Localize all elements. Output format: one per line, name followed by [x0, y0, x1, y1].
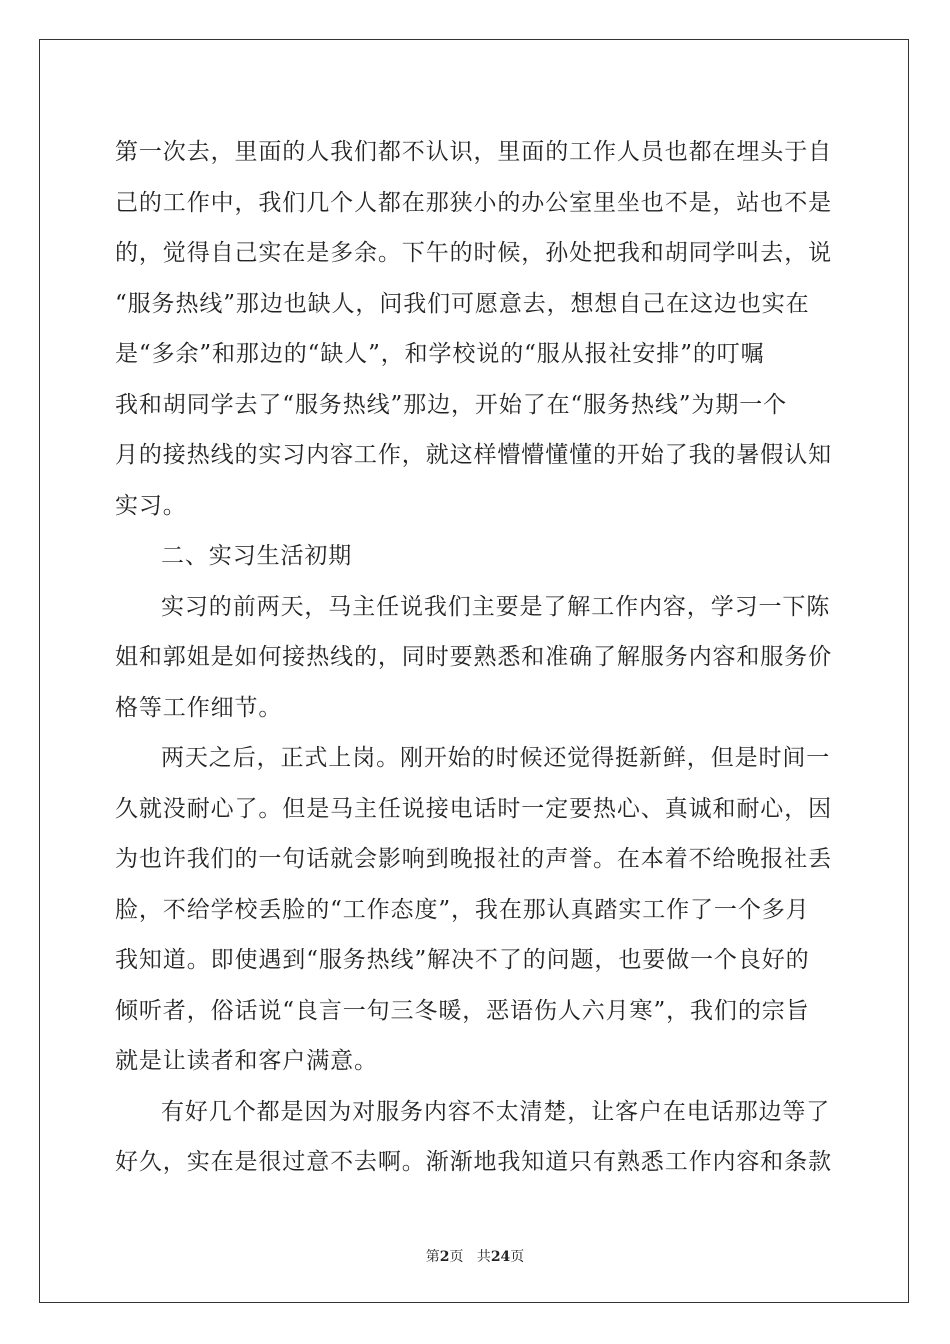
text-line: 实习。 [115, 492, 187, 519]
text-line: 两天之后，正式上岗。刚开始的时候还觉得挺新鲜，但是时间一 [161, 745, 831, 771]
footer-prefix: 第 [425, 1249, 440, 1265]
text-line: 己的工作中，我们几个人都在那狭小的办公室里坐也不是，站也不是 [115, 189, 832, 216]
total-page-count: 24 [490, 1249, 511, 1265]
text-line: 脸，不给学校丢脸的“工作态度”，我在那认真踏实工作了一个多月 [115, 896, 810, 923]
footer-page-suffix: 页 [449, 1249, 464, 1265]
text-line: 好久，实在是很过意不去啊。渐渐地我知道只有熟悉工作内容和条款 [115, 1149, 832, 1175]
text-line: 月的接热线的实习内容工作，就这样懵懵懂懂的开始了我的暑假认知 [115, 442, 832, 468]
text-line: 格等工作细节。 [115, 694, 283, 721]
text-line: 倾听者，俗话说“良言一句三冬暖，恶语伤人六月寒”，我们的宗旨 [115, 997, 810, 1024]
text-line: 实习的前两天，马主任说我们主要是了解工作内容，学习一下陈 [161, 593, 831, 620]
text-line: 的，觉得自己实在是多余。下午的时候，孙处把我和胡同学叫去，说 [115, 240, 832, 266]
text-line: 就是让读者和客户满意。 [115, 1048, 378, 1074]
text-line: 久就没耐心了。但是马主任说接电话时一定要热心、真诚和耐心，因 [115, 795, 832, 822]
text-line: “服务热线”那边也缺人，问我们可愿意去，想想自己在这边也实在 [115, 290, 810, 317]
text-line: 是“多余”和那边的“缺人”，和学校说的“服从报社安排”的叮嘱 [115, 341, 765, 367]
text-line: 为也许我们的一句话就会影响到晚报社的声誉。在本着不给晚报社丢 [115, 846, 832, 872]
page-footer [0, 1246, 950, 1266]
current-page-number: 2 [439, 1249, 450, 1265]
text-line: 姐和郭姐是如何接热线的，同时要熟悉和准确了解服务内容和服务价 [115, 644, 832, 670]
text-line: 我知道。即使遇到“服务热线”解决不了的问题，也要做一个良好的 [115, 947, 810, 973]
footer-total-prefix: 共 [476, 1249, 491, 1265]
footer-total-suffix: 页 [510, 1249, 525, 1265]
text-line: 有好几个都是因为对服务内容不太清楚，让客户在电话那边等了 [161, 1098, 831, 1125]
text-line: 第一次去，里面的人我们都不认识，里面的工作人员也都在埋头于自 [115, 139, 832, 165]
section-heading: 二、实习生活初期 [161, 543, 353, 569]
text-line: 我和胡同学去了“服务热线”那边，开始了在“服务热线”为期一个 [115, 391, 788, 418]
